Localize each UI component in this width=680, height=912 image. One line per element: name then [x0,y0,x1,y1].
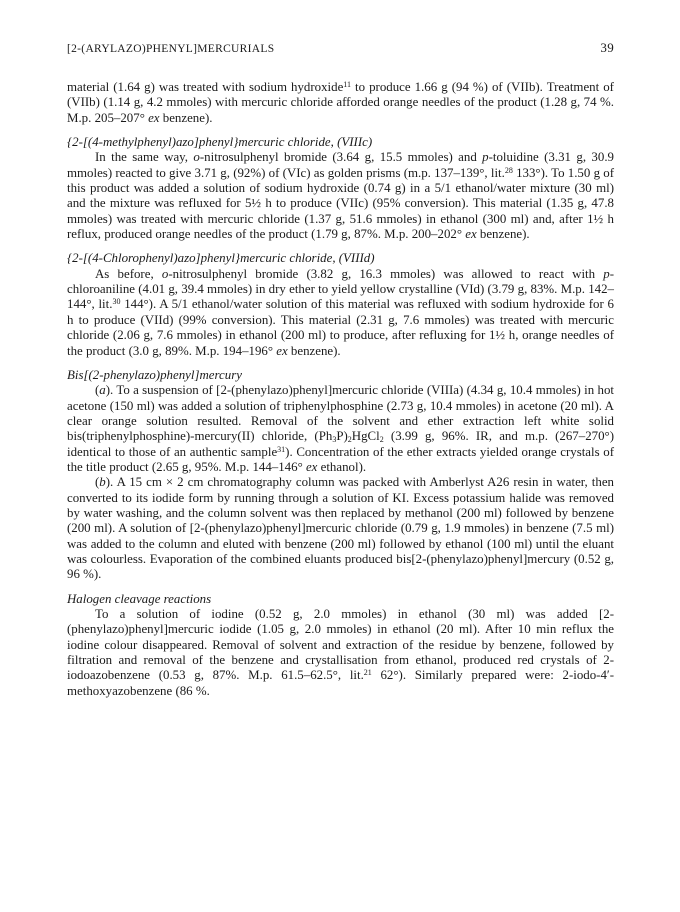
text-run: ). Concentration of the ether extracts yielded orange crystals of the title product (2.65 g, 95%. M.p. 144–146° [67,444,614,474]
body-paragraph [67,267,614,359]
subscript: 3 [332,435,337,445]
running-head-title: [2-(ARYLAZO)PHENYL]MERCURIALS [67,43,275,55]
text-run: {2-[(4-Chlorophenyl)azo]phenyl}mercuric chloride, (VIIId) [67,251,375,266]
text-run: benzene). [159,110,213,125]
article-body [67,80,614,699]
text-run: HgCl [351,429,380,444]
section-heading [67,368,614,383]
text-run: o [193,150,200,165]
text-run: To a solution of iodine (0.52 g, 2.0 mmoles) in ethanol (30 ml) was added [2-(phenylazo)phenyl]mercuric iodide (1.05 g, 2.0 mmoles) in ethanol (20 ml). After 10 min reflux the iodine colour disappeared. Removal of solvent and extraction of the residue by benzene, followed by filtration and removal of the benzene and crystallisation from ethanol, produced red crystals of 2-iodoazobenzene (0.53 g, 87%. M.p. 61.5–62.5°, lit. [67,607,614,683]
text-run: ex [305,459,318,474]
text-run: -nitrosulphenyl bromide (3.82 g, 16.3 mmoles) was allowed to react with [168,266,604,281]
body-paragraph [67,150,614,242]
section-heading [67,251,614,266]
text-run: 133°). To 1.50 g of this product was added a solution of sodium hydroxide (0.74 g) in a 5/1 ethanol/water mixture (30 ml) and the mixture was refluxed for 5½ h to produce (VIIc) (95% conversion). This material (1.35 g, 47.8 mmoles) was treated with mercuric chloride (1.37 g, 51.6 mmoles) in ethanol (300 ml) and, after 1½ h reflux, produced orange needles of the product (1.79 g, 87%. M.p. 200–202° [67,165,614,242]
text-run: ex [465,227,477,242]
running-head [67,40,614,58]
text-run: material (1.64 g) was treated with sodium hydroxide [67,80,344,94]
body-paragraph [67,80,614,126]
body-paragraph [67,475,614,582]
reference-superscript: 28 [504,165,513,175]
text-run: As before, [95,266,162,281]
text-run: benzene). [287,343,341,358]
reference-superscript: 30 [112,297,121,307]
subscript: 2 [347,435,352,445]
text-run: o [161,266,169,281]
text-run: b [99,475,106,490]
text-run: ( [95,475,100,490]
text-run: ex [148,110,160,125]
body-paragraph [67,383,614,475]
body-paragraph [67,607,614,699]
text-run: 62°). Similarly prepared were: 2-iodo-4′-methoxyazobenzene (86 %. [67,668,614,698]
page-number: 39 [600,40,614,55]
text-run: ethanol). [317,459,367,474]
text-run: ex [276,343,288,358]
text-run: ). A 15 cm × 2 cm chromatography column was packed with Amberlyst A26 resin in water, then converted to its iodide form by running through a solution of KI. Excess potassium halide was removed by water washing, and the column solvent was then replaced by methanol (200 ml) followed by benzene (200 ml). A solution of [2-(phenylazo)phenyl]mercuric chloride (0.79 g, 1.9 mmoles) in benzene (7.5 ml) was added to the column and eluted with benzene (200 ml) followed by ethanol (100 ml) until the eluant was colourless. Evaporation of the combined eluants produced bis[2-(phenylazo)phenyl]mercury (0.52 g, 96 %). [67,475,614,582]
text-run: 144°). A 5/1 ethanol/water solution of this material was refluxed with sodium hydroxide for 6 h to produce (VIId) (99% conversion). This material (2.31 g, 7.6 mmoles) was treated with mercuric chloride (2.06 g, 7.6 mmoles) in ethanol (200 ml) to produce, after refluxing for 1½ h, orange needles of the product (3.0 g, 89%. M.p. 194–196° [67,297,614,358]
text-run: {2-[(4-methylphenyl)azo]phenyl}mercuric chloride, (VIIIc) [67,135,373,150]
section-heading [67,135,614,150]
text-run: a [99,383,106,398]
subscript: 2 [379,435,384,445]
text-run: -nitrosulphenyl bromide (3.64 g, 15.5 mmoles) and [199,150,483,165]
text-run: to produce 1.66 g (94 %) of (VIIb). Treatment of (VIIb) (1.14 g, 4.2 mmoles) with mercuric chloride afforded orange needles of the product (1.28 g, 74 %. M.p. 205–207° [67,80,614,125]
reference-superscript: 31 [277,444,286,454]
text-run: Bis[(2-phenylazo)phenyl]mercury [67,367,242,382]
text-run: p [482,150,489,165]
text-run: Halogen cleavage reactions [67,591,212,606]
text-run: benzene). [476,227,530,242]
text-run: p [603,266,610,281]
text-run: (3.99 g, 96%. IR, and m.p. (267–270°) identical to those of an authentic sample [67,429,614,459]
text-run: P) [336,429,348,444]
text-run: ). To a suspension of [2-(phenylazo)phenyl]mercuric chloride (VIIIa) (4.34 g, 10.4 mmoles) in hot acetone (150 ml) was added a solution of triphenylphosphine (2.73 g, 10.4 mmoles) in acetone (20 ml). A clear orange solution resulted. Removal of the solvent and ether extraction left white solid bis(triphenylphosphine)-mercury(II) chloride, (Ph [67,383,614,444]
reference-superscript: 21 [363,668,372,678]
text-run: -chloroaniline (4.01 g, 39.4 mmoles) in dry ether to yield yellow crystalline (VId) (3.79 g, 83%. M.p. 142–144°, lit. [67,266,614,312]
reference-superscript: 11 [343,80,351,89]
journal-page [67,40,614,699]
text-run: -toluidine (3.31 g, 30.9 mmoles) reacted to give 3.71 g, (92%) of (VIc) as golden prisms (m.p. 137–139°, lit. [67,150,614,180]
text-run: ( [95,383,100,398]
section-heading [67,592,614,607]
text-run: In the same way, [95,150,194,165]
